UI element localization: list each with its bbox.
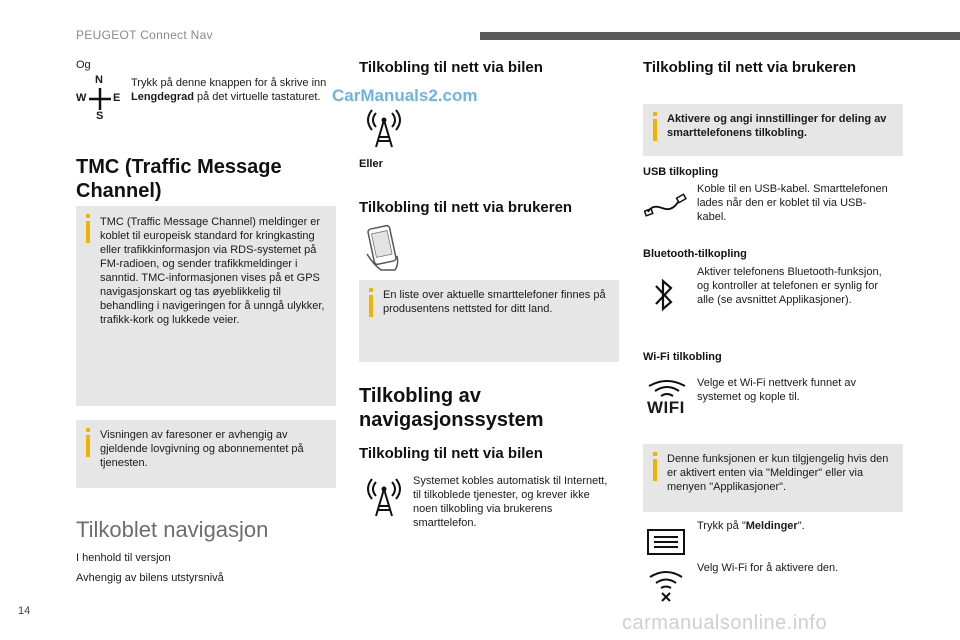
compass-instruction bbox=[131, 76, 331, 104]
footer-watermark: carmanualsonline.info bbox=[622, 612, 828, 634]
brukeren-heading: Tilkobling til nett via brukeren bbox=[359, 199, 573, 216]
usb-cable-icon bbox=[644, 190, 688, 220]
faresoner-note-box bbox=[76, 420, 336, 488]
note-marker-dot bbox=[369, 288, 373, 292]
eller-text: Eller bbox=[359, 158, 383, 170]
compass-s: S bbox=[96, 110, 104, 122]
tmc-note-box bbox=[76, 206, 336, 406]
wifi-text: Velge et Wi-Fi nettverk funnet av systemet og kople til. bbox=[697, 377, 856, 403]
smartphone-icon bbox=[363, 224, 405, 274]
antenna-icon bbox=[366, 107, 402, 149]
page-number: 14 bbox=[18, 605, 31, 617]
bt-text: Aktiver telefonens Bluetooth-funksjon, og kontroller at telefonen er synlig for alle (se avsnittet Applikasjoner). bbox=[697, 266, 882, 306]
aktivere-note-box bbox=[643, 104, 903, 156]
header-bar bbox=[480, 32, 960, 40]
wifi-off-icon bbox=[648, 567, 684, 603]
compass-n: N bbox=[95, 74, 103, 86]
bluetooth-icon bbox=[651, 276, 677, 314]
antenna-icon bbox=[366, 476, 402, 518]
meldinger-bold: Meldinger bbox=[745, 520, 798, 532]
faresoner-note-text: Visningen av faresoner er avhengig av gjeldende lovgivning og abonnementet på tjenesten. bbox=[100, 429, 304, 469]
nav-heading: Tilkobling av navigasjonssystem bbox=[359, 385, 544, 431]
tmc-heading: TMC (Traffic Message Channel) bbox=[76, 156, 282, 202]
note-marker-bar bbox=[86, 435, 90, 457]
messages-icon bbox=[646, 528, 686, 558]
wifi-icon-text: WIFI bbox=[647, 398, 685, 417]
bt-label: Bluetooth-tilkopling bbox=[643, 248, 747, 260]
funksjon-note-box bbox=[643, 444, 903, 512]
liste-note-box bbox=[359, 280, 619, 362]
note-marker-bar bbox=[653, 459, 657, 481]
meldinger-instruction bbox=[697, 519, 892, 533]
brukeren-heading-col3: Tilkobling til nett via brukeren bbox=[643, 59, 857, 76]
header-title: PEUGEOT Connect Nav bbox=[76, 28, 213, 42]
watermark: CarManuals2.com bbox=[332, 86, 478, 105]
usb-label: USB tilkopling bbox=[643, 166, 719, 178]
note-marker-dot bbox=[653, 112, 657, 116]
compass-text-post: på det virtuelle tastaturet. bbox=[193, 91, 321, 103]
og-text: Og bbox=[76, 59, 91, 71]
versjon-text: I henhold til versjon bbox=[76, 552, 171, 564]
bilen-heading-2: Tilkobling til nett via bilen bbox=[359, 445, 543, 462]
compass-icon bbox=[78, 76, 122, 122]
note-marker-dot bbox=[653, 452, 657, 456]
bilen-text: Systemet kobles automatisk til Internett, til tilkoblede tjenester, og krever ikke noen tilkobling via brukerens smarttelefon. bbox=[413, 475, 608, 529]
bilen-heading: Tilkobling til nett via bilen bbox=[359, 59, 543, 76]
meldinger-post: ". bbox=[797, 520, 805, 532]
note-marker-dot bbox=[86, 214, 90, 218]
usb-text: Koble til en USB-kabel. Smarttelefonen lades når den er koblet til via USB-kabel. bbox=[697, 183, 888, 223]
wifi-icon bbox=[646, 378, 688, 420]
velg-wifi-text: Velg Wi-Fi for å aktivere den. bbox=[697, 562, 839, 574]
wifi-label: Wi-Fi tilkobling bbox=[643, 351, 722, 363]
compass-w: W bbox=[76, 92, 87, 104]
note-marker-bar bbox=[86, 221, 90, 243]
tilkoblet-heading: Tilkoblet navigasjon bbox=[76, 517, 269, 542]
compass-e: E bbox=[113, 92, 121, 104]
meldinger-pre: Trykk på " bbox=[697, 520, 746, 532]
compass-text-bold: Lengdegrad bbox=[131, 91, 194, 103]
funksjon-note-text: Denne funksjonen er kun tilgjengelig hvis den er aktivert enten via "Meldinger" eller via menyen "Applikasjoner". bbox=[667, 453, 889, 493]
liste-note-text: En liste over aktuelle smarttelefoner finnes på produsentens nettsted for ditt land. bbox=[383, 289, 606, 315]
utstyrsniva-text: Avhengig av bilens utstyrsnivå bbox=[76, 572, 224, 584]
note-marker-bar bbox=[653, 119, 657, 141]
tmc-note-text: TMC (Traffic Message Channel) meldinger er koblet til europeisk standard for kringkasting eller trafikkinformasjon via RDS-systemet på FM-radioen, og sender trafikkmeldinger i sanntid. TMC-informasjonen vises på et GPS navigasjonskart og tas øyeblikkelig til behandling i navigeringen for å unngå ulykker, trafikk-kork og lukkede veier. bbox=[100, 216, 325, 326]
note-marker-bar bbox=[369, 295, 373, 317]
note-marker-dot bbox=[86, 428, 90, 432]
aktivere-note-text: Aktivere og angi innstillinger for deling av smarttelefonens tilkobling. bbox=[667, 113, 887, 139]
compass-text-pre: Trykk på denne knappen for å skrive inn bbox=[131, 77, 327, 89]
